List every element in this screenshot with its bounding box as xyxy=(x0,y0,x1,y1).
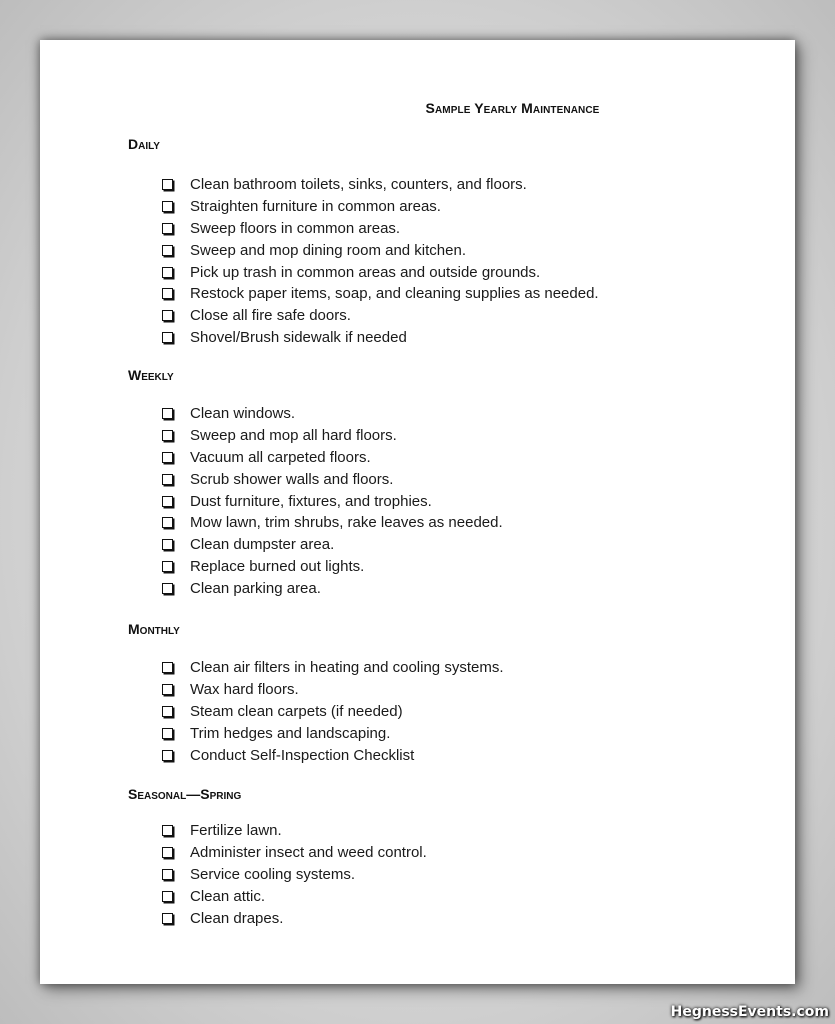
checklist-item-label: Scrub shower walls and floors. xyxy=(190,470,394,488)
checklist xyxy=(162,174,599,348)
checklist-item xyxy=(162,577,503,599)
checklist-item-label: Steam clean carpets (if needed) xyxy=(190,702,403,720)
checkbox-icon[interactable] xyxy=(162,913,173,924)
checklist-item-label: Close all fire safe doors. xyxy=(190,307,351,325)
checkbox-icon[interactable] xyxy=(162,561,173,572)
section-daily xyxy=(128,136,599,346)
checklist-item xyxy=(162,512,503,534)
checklist-item-label: Dust furniture, fixtures, and trophies. xyxy=(190,492,432,510)
checkbox-icon[interactable] xyxy=(162,539,173,550)
checklist-item xyxy=(162,864,427,886)
checklist-item xyxy=(162,820,427,842)
checklist-item xyxy=(162,842,427,864)
checklist-item xyxy=(162,425,503,447)
checklist-item xyxy=(162,218,599,240)
checklist-item-label: Straighten furniture in common areas. xyxy=(190,198,441,216)
checklist-item-label: Fertilize lawn. xyxy=(190,822,282,840)
checklist-item-label: Sweep and mop dining room and kitchen. xyxy=(190,241,467,259)
checkbox-icon[interactable] xyxy=(162,288,173,299)
checklist-item xyxy=(162,174,599,196)
checklist-item xyxy=(162,196,599,218)
section-heading: Weekly xyxy=(128,367,174,383)
checkbox-icon[interactable] xyxy=(162,452,173,463)
checklist-item xyxy=(162,239,599,261)
checklist-item-label: Replace burned out lights. xyxy=(190,557,365,575)
checkbox-icon[interactable] xyxy=(162,430,173,441)
checklist-item-label: Wax hard floors. xyxy=(190,681,299,699)
checkbox-icon[interactable] xyxy=(162,684,173,695)
checklist-item xyxy=(162,283,599,305)
checkbox-icon[interactable] xyxy=(162,310,173,321)
watermark-text: HegnessEvents.com xyxy=(670,1004,829,1020)
checklist-item xyxy=(162,556,503,578)
checklist-item-label: Conduct Self-Inspection Checklist xyxy=(190,746,415,764)
checkbox-icon[interactable] xyxy=(162,869,173,880)
section-heading: Seasonal—Spring xyxy=(128,786,242,802)
checklist-item xyxy=(162,885,427,907)
section-seasonal-spring xyxy=(128,786,427,927)
checklist-item xyxy=(162,468,503,490)
checklist-item-label: Shovel/Brush sidewalk if needed xyxy=(190,328,407,346)
checklist xyxy=(162,403,503,599)
checklist-item-label: Administer insect and weed control. xyxy=(190,844,427,862)
checklist-item-label: Mow lawn, trim shrubs, rake leaves as needed. xyxy=(190,514,503,532)
section-weekly xyxy=(128,367,503,597)
checklist-item xyxy=(162,534,503,556)
checkbox-icon[interactable] xyxy=(162,408,173,419)
checklist-item xyxy=(162,744,504,766)
checklist-item xyxy=(162,907,427,929)
checkbox-icon[interactable] xyxy=(162,332,173,343)
checklist-item xyxy=(162,490,503,512)
checkbox-icon[interactable] xyxy=(162,201,173,212)
document-page xyxy=(40,40,795,984)
checklist-item-label: Sweep floors in common areas. xyxy=(190,219,401,237)
checklist-item-label: Clean drapes. xyxy=(190,909,284,927)
checklist-item xyxy=(162,305,599,327)
checklist-item-label: Clean air filters in heating and cooling systems. xyxy=(190,659,504,677)
checklist-item-label: Sweep and mop all hard floors. xyxy=(190,427,397,445)
section-heading: Monthly xyxy=(128,621,180,637)
checklist-item-label: Vacuum all carpeted floors. xyxy=(190,448,371,466)
checklist-item xyxy=(162,701,504,723)
checklist-item-label: Clean attic. xyxy=(190,887,266,905)
checkbox-icon[interactable] xyxy=(162,474,173,485)
checkbox-icon[interactable] xyxy=(162,179,173,190)
checkbox-icon[interactable] xyxy=(162,728,173,739)
checklist-item xyxy=(162,679,504,701)
checklist-item-label: Pick up trash in common areas and outside grounds. xyxy=(190,263,541,281)
checklist-item-label: Clean dumpster area. xyxy=(190,536,335,554)
section-monthly xyxy=(128,621,504,764)
checklist-item xyxy=(162,447,503,469)
checklist-item-label: Clean bathroom toilets, sinks, counters, and floors. xyxy=(190,176,527,194)
checkbox-icon[interactable] xyxy=(162,517,173,528)
checklist xyxy=(162,657,504,766)
checklist-item xyxy=(162,722,504,744)
checkbox-icon[interactable] xyxy=(162,706,173,717)
checkbox-icon[interactable] xyxy=(162,245,173,256)
checkbox-icon[interactable] xyxy=(162,496,173,507)
checkbox-icon[interactable] xyxy=(162,583,173,594)
section-heading: Daily xyxy=(128,136,160,152)
checklist-item-label: Trim hedges and landscaping. xyxy=(190,724,391,742)
checklist-item xyxy=(162,261,599,283)
checkbox-icon[interactable] xyxy=(162,223,173,234)
checklist-item-label: Clean parking area. xyxy=(190,579,321,597)
checkbox-icon[interactable] xyxy=(162,662,173,673)
checklist-item xyxy=(162,403,503,425)
checklist-item-label: Service cooling systems. xyxy=(190,865,356,883)
document-title: Sample Yearly Maintenance xyxy=(425,100,600,116)
checkbox-icon[interactable] xyxy=(162,750,173,761)
checklist-item-label: Restock paper items, soap, and cleaning supplies as needed. xyxy=(190,285,599,303)
checkbox-icon[interactable] xyxy=(162,267,173,278)
checkbox-icon[interactable] xyxy=(162,847,173,858)
checkbox-icon[interactable] xyxy=(162,891,173,902)
checklist-item xyxy=(162,327,599,349)
checklist-item-label: Clean windows. xyxy=(190,405,296,423)
checklist xyxy=(162,820,427,929)
checklist-item xyxy=(162,657,504,679)
checkbox-icon[interactable] xyxy=(162,825,173,836)
